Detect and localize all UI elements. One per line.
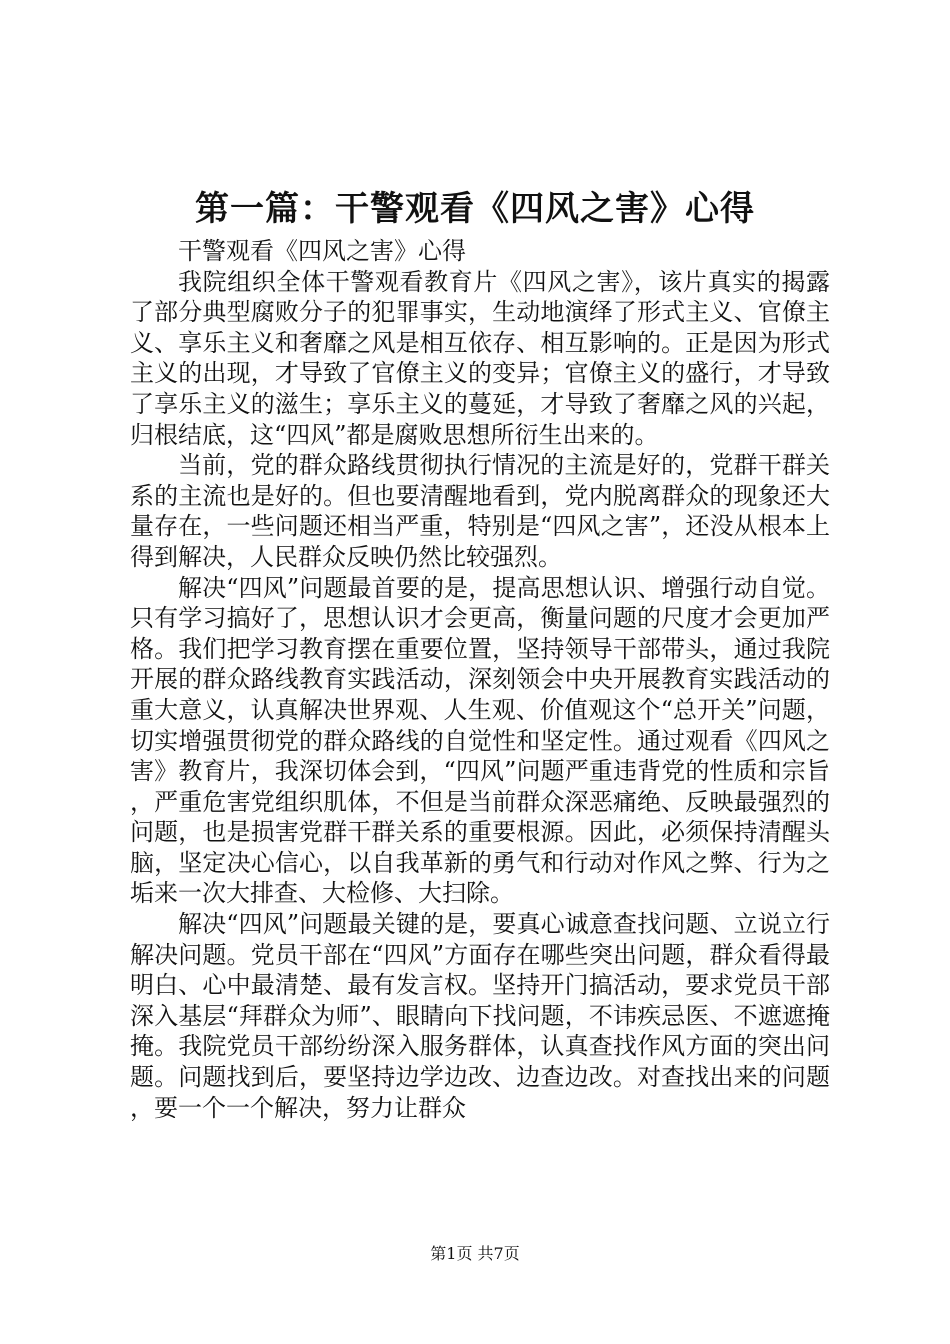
page-number-footer: 第1页 共7页 <box>430 1244 520 1263</box>
paragraph-4: 解决“四风”问题最关键的是，要真心诚意查找问题、立说立行解决问题。党员干部在“四风”方面存在哪些突出问题，群众看得最明白、心中最清楚、最有发言权。坚持开门搞活动，要求党员干部深入基层“拜群众为师”、眼睛向下找问题，不讳疾忌医、不遮遮掩掩。我院党员干部纷纷深入服务群体，认真查找作风方面的突出问题。问题找到后，要坚持边学边改、边查边改。对查找出来的问题，要一个一个解决，努力让群众 <box>130 910 830 1122</box>
document-title: 第一篇：干警观看《四风之害》心得 <box>195 189 755 229</box>
paragraph-1: 我院组织全体干警观看教育片《四风之害》，该片真实的揭露了部分典型腐败分子的犯罪事实，生动地演绎了形式主义、官僚主义、享乐主义和奢靡之风是相互依存、相互影响的。正是因为形式主义的出现，才导致了官僚主义的变异；官僚主义的盛行，才导致了享乐主义的滋生；享乐主义的蔓延，才导致了奢靡之风的兴起，归根结底，这“四风”都是腐败思想所衍生出来的。 <box>130 267 830 449</box>
paragraph-3: 解决“四风”问题最首要的是，提高思想认识、增强行动自觉。只有学习搞好了，思想认识才会更高，衡量问题的尺度才会更加严格。我们把学习教育摆在重要位置，坚持领导干部带头，通过我院开展的群众路线教育实践活动，深刻领会中央开展教育实践活动的重大意义，认真解决世界观、人生观、价值观这个“总开关”问题，切实增强贯彻党的群众路线的自觉性和坚定性。通过观看《四风之害》教育片，我深切体会到，“四风”问题严重违背党的性质和宗旨，严重危害党组织肌体，不但是当前群众深恶痛绝、反映最强烈的问题，也是损害党群干群关系的重要根源。因此，必须保持清醒头脑，坚定决心信心，以自我革新的勇气和行动对作风之弊、行为之垢来一次大排查、大检修、大扫除。 <box>130 573 830 908</box>
paragraph-2: 当前，党的群众路线贯彻执行情况的主流是好的，党群干群关系的主流也是好的。但也要清醒地看到，党内脱离群众的现象还大量存在，一些问题还相当严重，特别是“四风之害”，还没从根本上得到解决，人民群众反映仍然比较强烈。 <box>130 451 830 571</box>
paragraph-subtitle: 干警观看《四风之害》心得 <box>178 237 466 265</box>
document-body <box>130 236 830 1123</box>
